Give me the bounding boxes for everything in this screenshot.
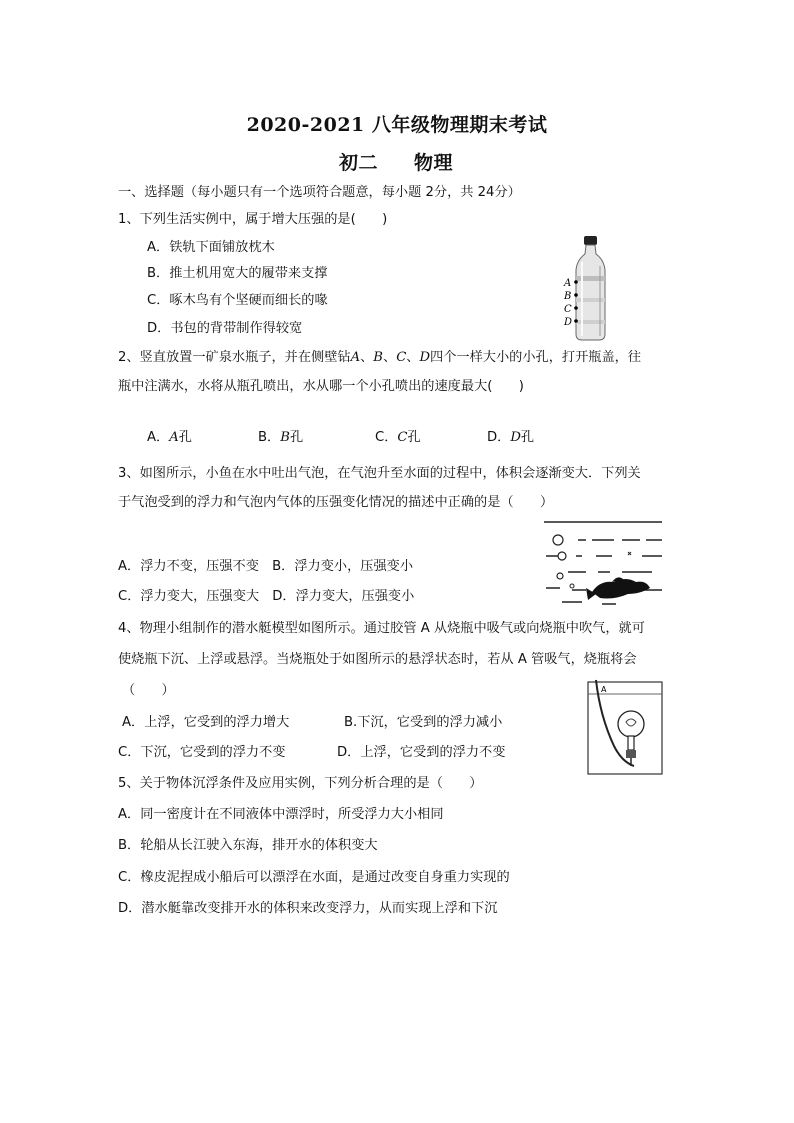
large-bubble [553,535,563,545]
q4-option-b: B.下沉，它受到的浮力减小 [344,715,503,730]
q2-line-1: 2、竖直放置一矿泉水瓶子，并在侧壁钻A、B、C、D四个一样大小的小孔，打开瓶盖，往 [118,350,642,365]
exam-title: 2020-2021 八年级物理期末考试 [246,114,548,136]
q4-option-d: D．上浮，它受到的浮力不变 [337,745,506,760]
hole-a-marker [574,280,578,284]
grade-label: 初二 [339,152,379,174]
q4-option-c: C．下沉，它受到的浮力不变 [118,745,286,760]
hole-d-marker [574,319,578,323]
q3-line-2: 于气泡受到的浮力和气泡内气体的压强变化情况的描述中正确的是（ ） [118,495,554,510]
q5-option-d: D．潜水艇靠改变排开水的体积来改变浮力，从而实现上浮和下沉 [118,901,498,916]
tube-a-label: A [601,685,607,694]
q4-line-2: 使烧瓶下沉、上浮或悬浮。当烧瓶处于如图所示的悬浮状态时，若从 A 管吸气，烧瓶将会 [118,652,637,667]
q1-option-b: B．推土机用宽大的履带来支撑 [147,266,328,281]
q2-line1-pre: 2、竖直放置一矿泉水瓶子，并在侧壁钻 [118,350,351,365]
q5-option-a: A．同一密度计在不同液体中漂浮时，所受浮力大小相同 [118,807,444,822]
q2-hole-d: D [419,350,431,365]
q3-options-cd: C．浮力变大，压强变大 D．浮力变大，压强变小 [118,589,415,604]
q1-stem: 1、下列生活实例中，属于增大压强的是( ) [118,212,388,227]
hole-b-marker [574,293,578,297]
q2-option-b: B．B孔 [258,430,304,445]
submarine-model-figure [586,676,664,776]
fish-icon [592,579,650,599]
q1-option-d: D．书包的背带制作得较宽 [147,321,303,336]
hole-c-marker [574,306,578,310]
q4-line-3: （ ） [122,683,175,698]
section-header: 一、选择题（每小题只有一个选项符合题意，每小题 2分，共 24分） [118,185,521,200]
tiny-bubble [570,584,574,588]
bottle-figure [560,236,620,342]
q3-line-1: 3、如图所示，小鱼在水中吐出气泡，在气泡升至水面的过程中，体积会逐渐变大．下列关 [118,466,641,481]
q2-line-2: 瓶中注满水，水将从瓶孔喷出，水从哪一个小孔喷出的速度最大( ) [118,379,524,394]
hole-a-label: A [564,278,572,289]
fish-bubble-figure [542,518,664,608]
hole-b-label: B [564,291,572,302]
q4-line-1: 4、物理小组制作的潜水艇模型如图所示。通过胶管 A 从烧瓶中吸气或向烧瓶中吹气，就可 [118,621,645,636]
q2-option-d: D．D孔 [487,430,535,445]
q2-hole-b: B [373,350,383,365]
q2-line1-post: 四个一样大小的小孔，打开瓶盖，往 [430,350,642,365]
q2-hole-c: C [396,350,407,365]
q2-option-a: A．A孔 [147,430,192,445]
small-bubble [557,573,563,579]
q1-option-a: A．铁轨下面铺放枕木 [147,240,275,255]
q5-stem: 5、关于物体沉浮条件及应用实例，下列分析合理的是（ ） [118,776,483,791]
subject-label: 物理 [414,152,454,174]
q5-option-c: C．橡皮泥捏成小船后可以漂浮在水面，是通过改变自身重力实现的 [118,870,510,885]
q2-option-c: C．C孔 [375,430,421,445]
q4-option-a: A．上浮，它受到的浮力增大 [122,715,290,730]
q5-option-b: B．轮船从长江驶入东海，排开水的体积变大 [118,838,378,853]
q2-hole-a: A [350,350,361,365]
medium-bubble [558,552,566,560]
flask [618,711,644,737]
q1-option-c: C．啄木鸟有个坚硬而细长的喙 [147,293,328,308]
q3-options-ab: A．浮力不变，压强不变 B．浮力变小，压强变小 [118,559,414,574]
hole-d-label: D [564,317,573,328]
hole-c-label: C [564,304,572,315]
